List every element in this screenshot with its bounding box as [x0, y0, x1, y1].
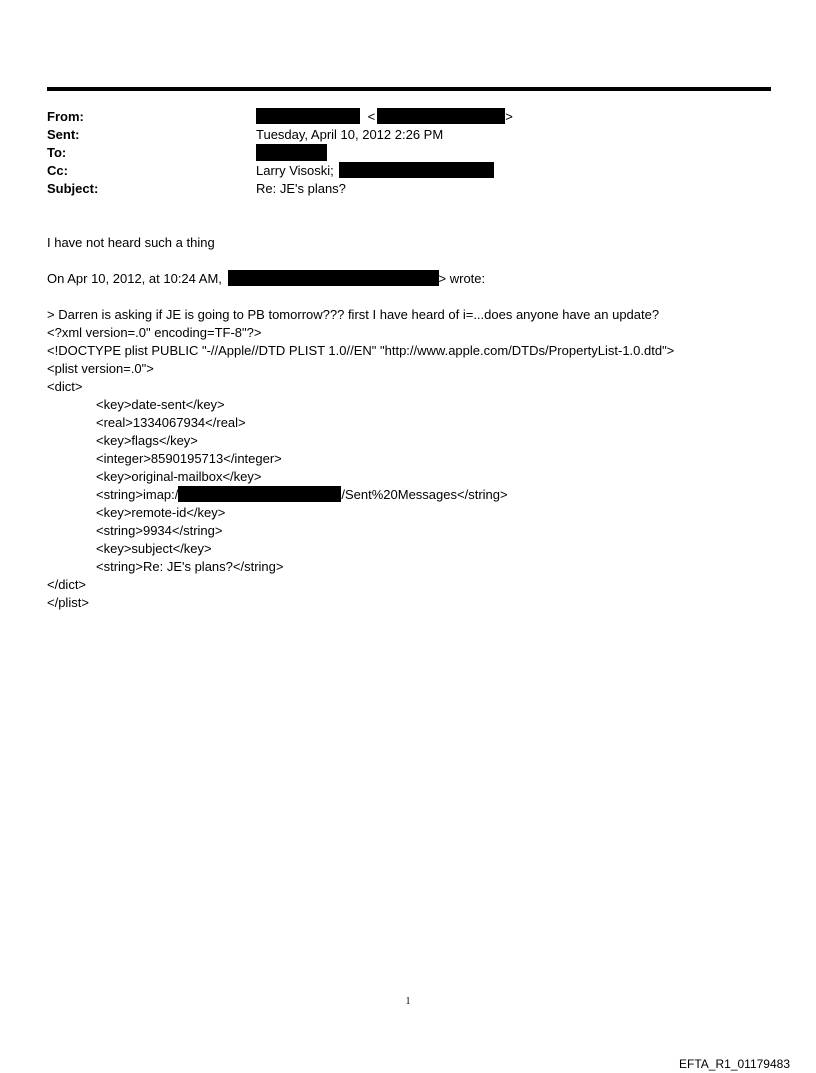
bates-number: EFTA_R1_01179483 [679, 1057, 790, 1071]
quoted-line: </plist> [47, 595, 89, 610]
quoted-line: <key>original-mailbox</key> [96, 469, 262, 484]
redaction-box [256, 108, 360, 124]
quoted-line: <key>flags</key> [96, 433, 198, 448]
quoted-line: <string>Re: JE's plans?</string> [96, 559, 284, 574]
quoted-line: <real>1334067934</real> [96, 415, 246, 430]
quoted-line: <string>imap:/ /Sent%20Messages</string> [96, 487, 508, 502]
redaction-box [377, 108, 505, 124]
page-number: 1 [405, 996, 411, 1007]
reply-text: I have not heard such a thing [47, 235, 215, 250]
subject-value: Re: JE's plans? [256, 181, 346, 196]
quoted-line: <key>date-sent</key> [96, 397, 225, 412]
quoted-line: <plist version=.0"> [47, 361, 154, 376]
quoted-line: <integer>8590195713</integer> [96, 451, 282, 466]
redaction-box [339, 162, 494, 178]
to-label: To: [47, 145, 67, 160]
sent-label: Sent: [47, 127, 80, 142]
quoted-line: <dict> [47, 379, 83, 394]
redaction-box [228, 270, 439, 286]
quote-intro: On Apr 10, 2012, at 10:24 AM, > wrote: [47, 271, 486, 286]
sent-value: Tuesday, April 10, 2012 2:26 PM [256, 127, 444, 142]
quoted-line: <?xml version=.0" encoding=TF-8"?> [47, 325, 262, 340]
header-rule [47, 87, 771, 91]
quoted-line: <!DOCTYPE plist PUBLIC "-//Apple//DTD PLIST 1.0//EN" "http://www.apple.com/DTDs/PropertyList-1.0.dtd"> [47, 343, 675, 358]
quoted-line: <string>9934</string> [96, 523, 223, 538]
to-value [256, 144, 327, 162]
cc-label: Cc: [47, 163, 68, 178]
quoted-line: <key>subject</key> [96, 541, 212, 556]
quoted-line: <key>remote-id</key> [96, 505, 226, 520]
from-label: From: [47, 109, 84, 124]
quoted-line: </dict> [47, 577, 87, 592]
cc-value: Larry Visoski; [256, 162, 494, 180]
subject-label: Subject: [47, 181, 99, 196]
redaction-box [178, 486, 341, 502]
quoted-line: > Darren is asking if JE is going to PB tomorrow??? first I have heard of i=...does anyone have an update? [47, 307, 660, 322]
redaction-box [256, 144, 327, 161]
from-value: < > [256, 108, 513, 126]
